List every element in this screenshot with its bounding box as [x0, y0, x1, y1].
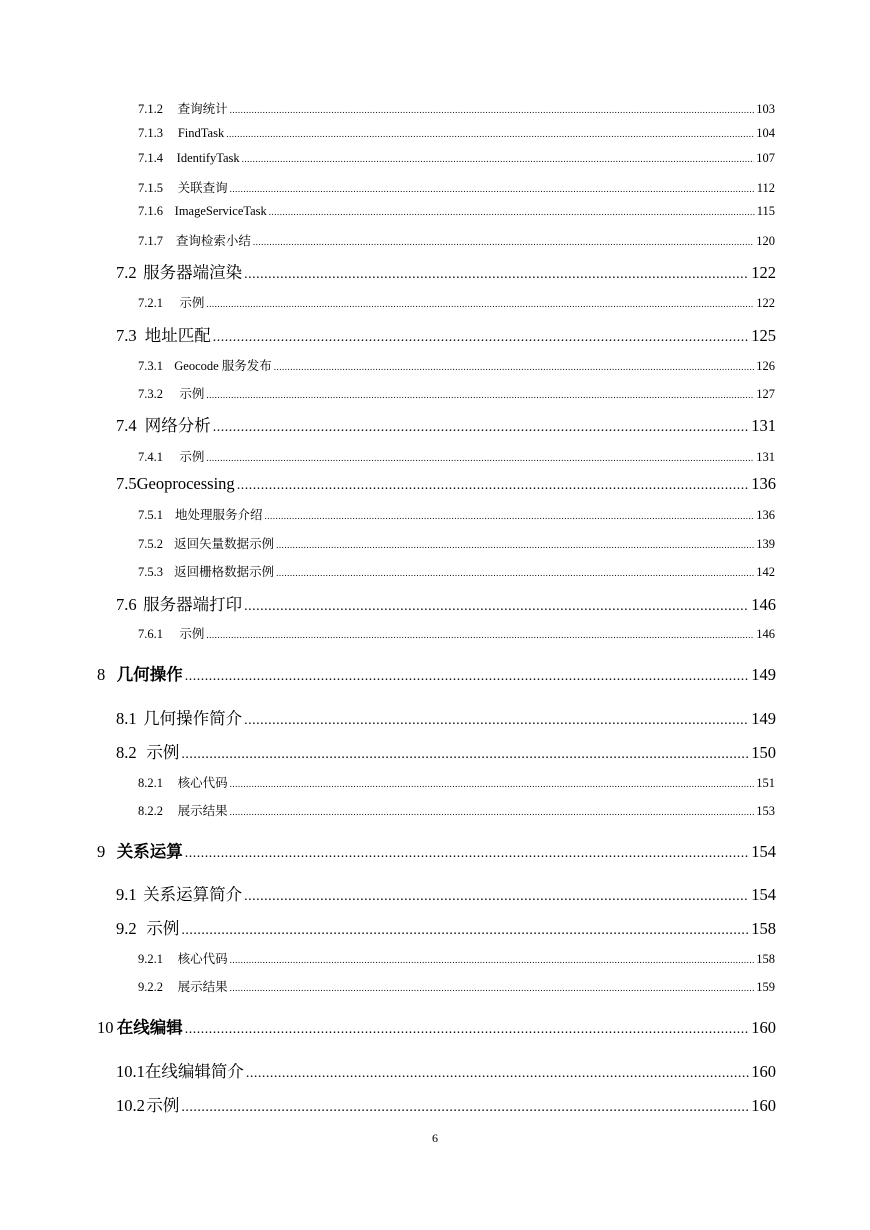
toc-entry-number: 10.1 [116, 1062, 145, 1081]
toc-entry-number: 7.2.1 [138, 296, 163, 310]
toc-entry-title: IdentifyTask [176, 151, 240, 165]
toc-entry-title: Geocode 服务发布 [174, 359, 272, 373]
toc-entry-page: 159 [756, 980, 775, 994]
toc-entry-number: 7.3.2 [138, 387, 163, 401]
dot-leader [230, 779, 755, 789]
toc-entry-title: 核心代码 [177, 952, 228, 966]
toc-entry[interactable] [138, 293, 775, 311]
toc-entry-title: 核心代码 [177, 776, 228, 790]
dot-leader [264, 511, 754, 521]
toc-entry-page: 150 [751, 743, 776, 762]
toc-entry-number: 8.2.2 [138, 804, 163, 818]
toc-entry-page: 131 [751, 416, 776, 435]
dot-leader [206, 299, 754, 309]
dot-leader [181, 747, 749, 763]
dot-leader [237, 478, 750, 494]
toc-entry[interactable] [138, 505, 775, 523]
toc-entry[interactable] [138, 204, 775, 219]
toc-entry-page: 149 [751, 665, 776, 684]
toc-entry[interactable] [116, 412, 776, 436]
toc-entry-title: 返回矢量数据示例 [174, 537, 275, 551]
toc-entry-page: 160 [751, 1096, 776, 1115]
toc-entry-page: 107 [756, 151, 775, 165]
toc-entry-title: 关联查询 [177, 181, 228, 195]
dot-leader [206, 390, 754, 400]
toc-entry-title: 在线编辑简介 [144, 1062, 244, 1081]
toc-entry-page: 104 [756, 126, 775, 140]
toc-entry[interactable] [138, 447, 775, 465]
toc-entry-title: 几何操作 [116, 665, 183, 684]
toc-entry-title: 几何操作简介 [143, 709, 243, 728]
toc-entry-number: 7.4 [116, 416, 137, 435]
dot-leader [213, 330, 750, 346]
toc-entry[interactable] [138, 151, 775, 166]
toc-entry-title: 展示结果 [177, 980, 228, 994]
toc-entry-title: ImageServiceTask [174, 204, 267, 218]
toc-entry-page: 146 [756, 627, 775, 641]
toc-entry[interactable] [138, 231, 775, 249]
toc-entry-page: 120 [756, 234, 775, 248]
toc-entry-title: 地址匹配 [144, 326, 211, 345]
toc-entry-number: 7.1.4 [138, 151, 163, 165]
toc-entry-page: 139 [756, 537, 775, 551]
toc-entry-page: 122 [751, 263, 776, 282]
toc-entry-page: 122 [756, 296, 775, 310]
dot-leader [226, 129, 754, 139]
toc-entry-number: 7.5.3 [138, 565, 163, 579]
toc-entry-page: 112 [756, 181, 775, 195]
toc-entry-number: 7.5.2 [138, 537, 163, 551]
dot-leader [274, 362, 754, 372]
dot-leader [244, 599, 749, 615]
toc-entry-number: 7.4.1 [138, 450, 163, 464]
dot-leader [244, 889, 749, 905]
toc-entry[interactable] [116, 474, 776, 494]
toc-entry-page: 131 [756, 450, 775, 464]
toc-entry-title: 示例 [146, 919, 180, 938]
toc-entry-page: 126 [756, 359, 775, 373]
toc-entry-title: 查询统计 [177, 102, 228, 116]
toc-entry-page: 154 [751, 885, 776, 904]
toc-entry[interactable] [116, 915, 776, 939]
toc-entry-page: 136 [751, 474, 776, 493]
toc-entry-title: 查询检索小结 [175, 234, 251, 248]
toc-entry-title: 示例 [146, 1096, 180, 1115]
toc-entry-title: FindTask [177, 126, 225, 140]
toc-entry-title: 示例 [179, 450, 205, 464]
toc-entry-number: 8.1 [116, 709, 137, 728]
toc-entry-number: 9 [97, 842, 106, 861]
toc-entry[interactable] [138, 773, 775, 791]
toc-entry-title: Geoprocessing [136, 474, 235, 493]
toc-entry[interactable] [97, 661, 776, 685]
toc-entry-number: 10 [97, 1018, 114, 1037]
dot-leader [242, 154, 755, 164]
toc-entry-title: 关系运算简介 [143, 885, 243, 904]
toc-entry[interactable] [116, 881, 776, 905]
toc-entry-number: 7.1.5 [138, 181, 163, 195]
toc-entry-number: 7.3 [116, 326, 137, 345]
dot-leader [230, 955, 755, 965]
page-number: 6 [432, 1131, 438, 1145]
dot-leader [244, 267, 749, 283]
toc-entry-page: 160 [751, 1062, 776, 1081]
toc-entry-title: 示例 [179, 627, 205, 641]
dot-leader [230, 983, 755, 993]
toc-entry-page: 136 [756, 508, 775, 522]
toc-entry-number: 9.2.1 [138, 952, 163, 966]
toc-entry[interactable] [138, 949, 775, 967]
dot-leader [269, 207, 755, 217]
toc-entry-page: 149 [751, 709, 776, 728]
toc-entry[interactable] [138, 178, 775, 196]
toc-entry-page: 127 [756, 387, 775, 401]
toc-entry[interactable] [138, 99, 775, 117]
toc-entry-page: 142 [756, 565, 775, 579]
toc-entry-number: 7.6.1 [138, 627, 163, 641]
dot-leader [276, 540, 754, 550]
toc-entry-page: 153 [756, 804, 775, 818]
toc-entry-page: 158 [751, 919, 776, 938]
toc-entry-title: 服务器端打印 [143, 595, 243, 614]
toc-entry[interactable] [97, 838, 776, 862]
toc-entry-number: 7.1.3 [138, 126, 163, 140]
dot-leader [185, 669, 750, 685]
toc-entry[interactable] [97, 1014, 776, 1038]
toc-entry[interactable] [138, 977, 775, 995]
toc-entry[interactable] [116, 739, 776, 763]
dot-leader [230, 807, 755, 817]
toc-entry-title: 服务器端渲染 [143, 263, 243, 282]
dot-leader [244, 713, 749, 729]
toc-entry-page: 158 [756, 952, 775, 966]
toc-entry[interactable] [116, 1058, 776, 1082]
toc-entry[interactable] [116, 591, 776, 615]
toc-entry-number: 8.2 [116, 743, 137, 762]
toc-entry-title: 展示结果 [177, 804, 228, 818]
dot-leader [185, 846, 750, 862]
toc-entry-page: 103 [756, 102, 775, 116]
dot-leader [206, 630, 754, 640]
toc-entry[interactable] [138, 534, 775, 552]
toc-entry-number: 9.1 [116, 885, 137, 904]
toc-entry-page: 125 [751, 326, 776, 345]
toc-entry-number: 8 [97, 665, 106, 684]
toc-entry[interactable] [138, 126, 775, 141]
toc-entry-page: 154 [751, 842, 776, 861]
toc-entry-page: 146 [751, 595, 776, 614]
toc-entry-number: 7.1.2 [138, 102, 163, 116]
toc-entry-number: 7.2 [116, 263, 137, 282]
dot-leader [253, 237, 754, 247]
toc-entry[interactable] [138, 384, 775, 402]
toc-entry-number: 9.2 [116, 919, 137, 938]
dot-leader [206, 453, 754, 463]
toc-entry-page: 160 [751, 1018, 776, 1037]
toc-entry-number: 10.2 [116, 1096, 145, 1115]
toc-entry-page: 151 [756, 776, 775, 790]
dot-leader [181, 1100, 749, 1116]
toc-entry-number: 7.6 [116, 595, 137, 614]
toc-entry-title: 示例 [146, 743, 180, 762]
toc-entry-title: 返回栅格数据示例 [174, 565, 275, 579]
toc-entry[interactable] [116, 705, 776, 729]
dot-leader [276, 568, 754, 578]
toc-entry-title: 示例 [179, 296, 205, 310]
toc-entry[interactable] [138, 562, 775, 580]
toc-entry-number: 7.1.7 [138, 234, 163, 248]
toc-entry[interactable] [138, 624, 775, 642]
toc-entry-number: 7.5 [116, 474, 137, 493]
toc-entry-title: 网络分析 [144, 416, 211, 435]
dot-leader [246, 1066, 749, 1082]
toc-entry-number: 7.1.6 [138, 204, 163, 218]
toc-entry-title: 地处理服务介绍 [174, 508, 263, 522]
toc-entry-title: 在线编辑 [116, 1018, 183, 1037]
toc-entry-number: 7.5.1 [138, 508, 163, 522]
toc-entry[interactable] [116, 1092, 776, 1116]
dot-leader [181, 923, 749, 939]
toc-entry[interactable] [138, 356, 775, 374]
dot-leader [213, 420, 750, 436]
toc-entry[interactable] [138, 801, 775, 819]
toc-entry-number: 9.2.2 [138, 980, 163, 994]
dot-leader [230, 184, 755, 194]
dot-leader [230, 105, 755, 115]
toc-entry[interactable] [116, 322, 776, 346]
dot-leader [185, 1022, 750, 1038]
toc-entry[interactable] [116, 259, 776, 283]
toc-entry-number: 7.3.1 [138, 359, 163, 373]
toc-entry-title: 关系运算 [116, 842, 183, 861]
toc-entry-number: 8.2.1 [138, 776, 163, 790]
toc-entry-title: 示例 [179, 387, 205, 401]
toc-entry-page: 115 [756, 204, 775, 218]
